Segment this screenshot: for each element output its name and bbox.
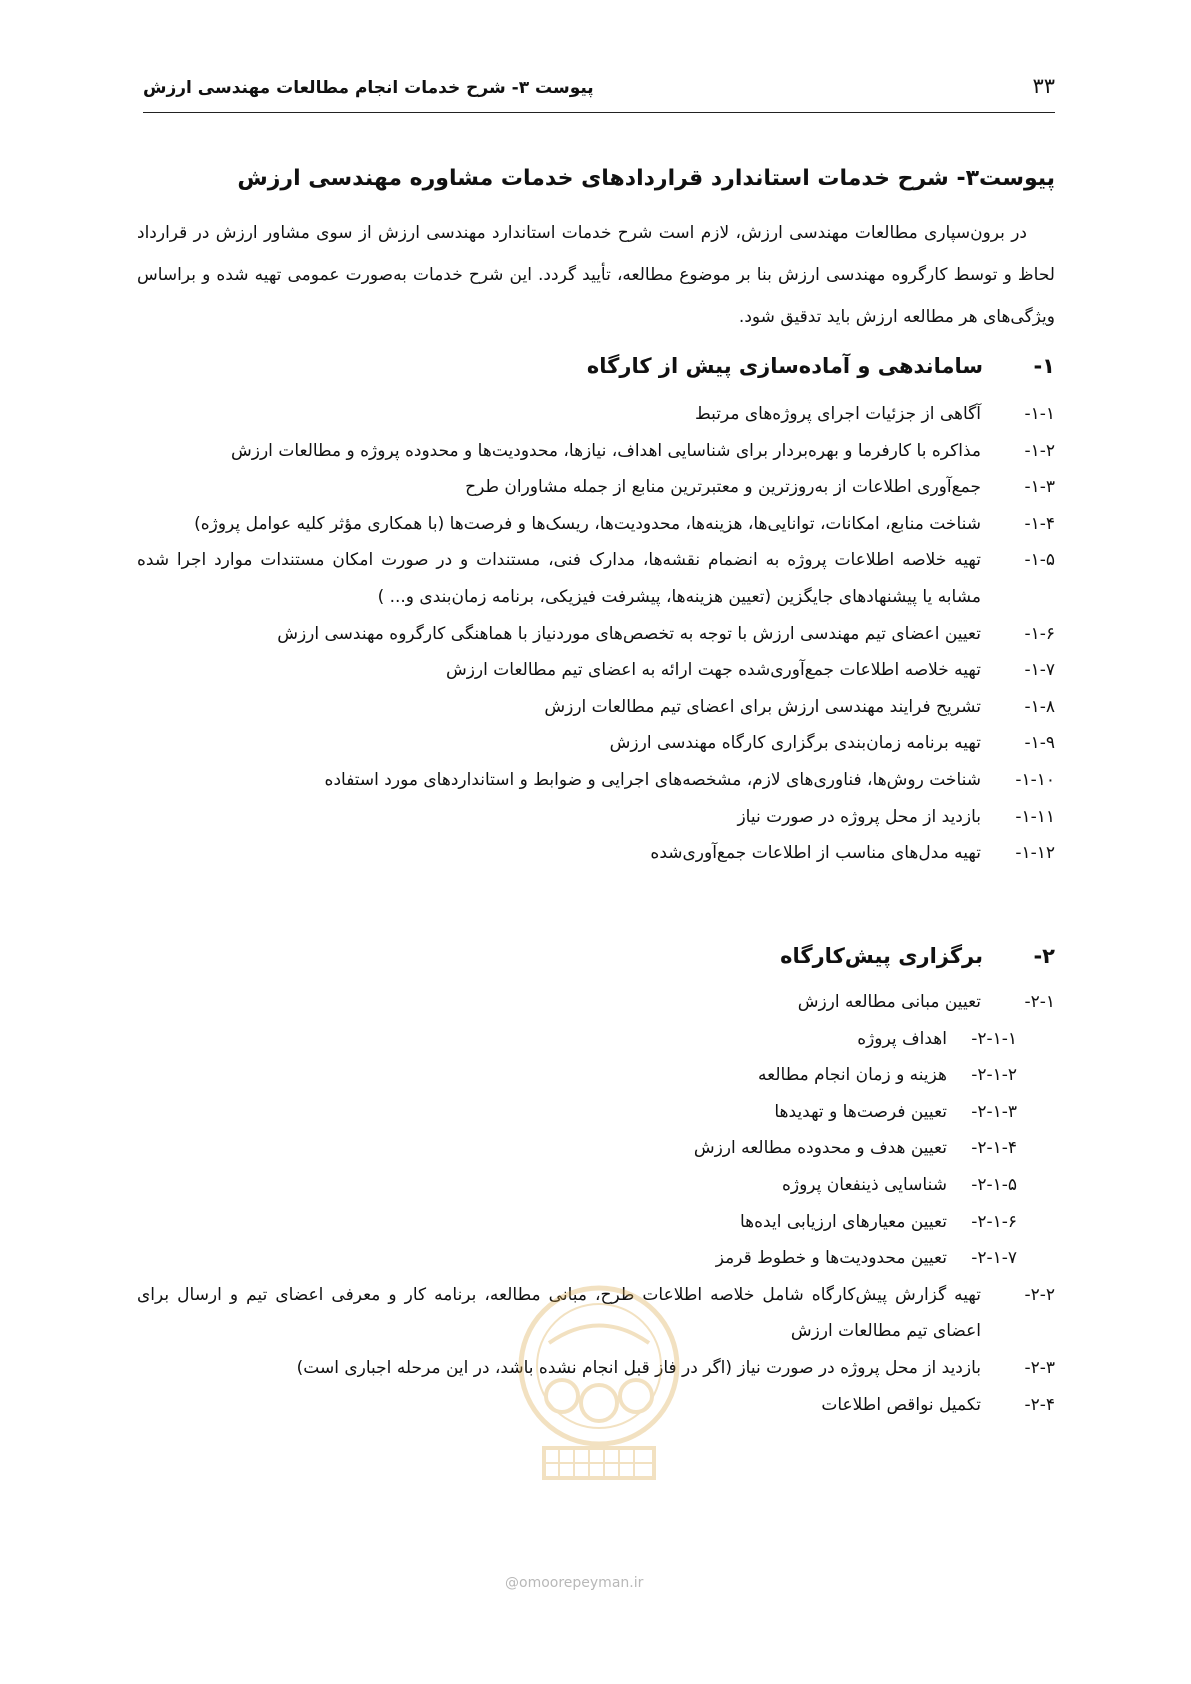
watermark-seal-icon xyxy=(504,1278,694,1488)
item-text: بازدید از محل پروژه در صورت نیاز xyxy=(737,806,981,827)
item-number: ۲-۱-۶- xyxy=(971,1211,1017,1232)
sub-list-item xyxy=(137,1094,1055,1131)
page-number: ۳۳ xyxy=(1032,74,1055,98)
item-text: تعیین معیارهای ارزیابی ایده‌ها xyxy=(739,1211,947,1232)
list-item xyxy=(137,396,1055,433)
intro-text: در برون‌سپاری مطالعات مهندسی ارزش، لازم است شرح خدمات استاندارد مهندسی ارزش از سوی مشاور ارزش در قرارداد لحاظ و توسط کارگروه مهندسی ارزش بنا بر موضوع مطالعه، تأیید گردد. این شرح خدمات به‌صورت عمومی تهیه شده و براساس ویژگی‌های هر مطالعه ارزش باید تدقیق شود. xyxy=(137,223,1055,327)
item-number: ۱-۹- xyxy=(1024,733,1055,754)
item-number: ۲-۱-۱- xyxy=(971,1028,1017,1049)
item-text: تهیه خلاصه اطلاعات جمع‌آوری‌شده جهت ارائه به اعضای تیم مطالعات ارزش xyxy=(445,660,981,681)
item-text: تهیه خلاصه اطلاعات پروژه به انضمام نقشه‌ها، مدارک فنی، مستندات و در صورت امکان مستندات موارد اجرا شده مشابه یا پیشنهادهای جایگزین (تعیین هزینه‌ها، پیشرفت فیزیکی، برنامه زمان‌بندی و... ) xyxy=(137,550,981,607)
item-text: تشریح فرایند مهندسی ارزش برای اعضای تیم مطالعات ارزش xyxy=(544,696,981,717)
page-header xyxy=(143,72,1055,113)
list-item xyxy=(137,469,1055,506)
sub-list-item xyxy=(137,1204,1055,1241)
item-text: تعیین محدودیت‌ها و خطوط قرمز xyxy=(715,1248,947,1269)
item-text: تهیه مدل‌های مناسب از اطلاعات جمع‌آوری‌شده xyxy=(650,843,981,864)
sub-list-item xyxy=(137,1057,1055,1094)
sub-list-item xyxy=(137,1240,1055,1277)
item-number: ۲-۱-۴- xyxy=(971,1138,1017,1159)
list-item xyxy=(137,506,1055,543)
item-number: ۲-۳- xyxy=(1024,1357,1055,1378)
section-1-number: ۱- xyxy=(1033,354,1055,378)
item-text: جمع‌آوری اطلاعات از به‌روزترین و معتبرترین منابع از جمله مشاوران طرح xyxy=(465,477,981,498)
item-number: ۲-۴- xyxy=(1024,1394,1055,1415)
item-number: ۱-۱۰- xyxy=(1015,769,1055,790)
intro-paragraph xyxy=(137,212,1055,338)
list-item xyxy=(137,799,1055,836)
item-text: مذاکره با کارفرما و بهره‌بردار برای شناسایی اهداف، نیازها، محدودیت‌ها و محدوده پروژه و مطالعات ارزش xyxy=(231,440,981,461)
list-item xyxy=(137,433,1055,470)
item-text: آگاهی از جزئیات اجرای پروژه‌های مرتبط xyxy=(694,404,981,424)
section-2-title: برگزاری پیش‌کارگاه xyxy=(780,944,983,968)
list-item xyxy=(137,542,1055,615)
item-number: ۲-۲- xyxy=(1024,1284,1055,1305)
list-item xyxy=(137,835,1055,872)
list-item xyxy=(137,616,1055,653)
item-text: تعیین فرصت‌ها و تهدیدها xyxy=(774,1101,947,1122)
sub-list-item xyxy=(137,1021,1055,1058)
item-text: اهداف پروژه xyxy=(857,1028,947,1049)
watermark-url: @omoorepeyman.ir xyxy=(505,1575,644,1591)
item-number: ۲-۱-۲- xyxy=(971,1065,1017,1086)
item-number: ۲-۱-۵- xyxy=(971,1174,1017,1195)
item-text: بازدید از محل پروژه در صورت نیاز (اگر در فاز قبل انجام نشده باشد، در این مرحله اجباری است) xyxy=(296,1357,981,1378)
section-1-heading xyxy=(137,354,1055,378)
sub-list-item xyxy=(137,1130,1055,1167)
item-text: تعیین مبانی مطالعه ارزش xyxy=(797,992,981,1012)
sub-list-item xyxy=(137,1167,1055,1204)
item-number: ۲-۱-۷- xyxy=(971,1248,1017,1269)
item-text: هزینه و زمان انجام مطالعه xyxy=(758,1065,947,1086)
running-title: پیوست ۳- شرح خدمات انجام مطالعات مهندسی ارزش xyxy=(143,78,594,98)
item-number: ۱-۷- xyxy=(1024,660,1055,681)
item-text: تعیین اعضای تیم مهندسی ارزش با توجه به تخصص‌های موردنیاز با هماهنگی کارگروه مهندسی ارزش xyxy=(277,623,981,644)
item-text: تهیه گزارش پیش‌کارگاه شامل خلاصه اطلاعات طرح، مبانی مطالعه، برنامه کار و معرفی اعضای تیم و ارسال برای اعضای تیم مطالعات ارزش xyxy=(137,1284,981,1342)
item-text: تعیین هدف و محدوده مطالعه ارزش xyxy=(693,1138,947,1159)
list-item xyxy=(137,689,1055,726)
item-number: ۱-۱- xyxy=(1024,404,1055,424)
item-number: ۱-۵- xyxy=(1024,550,1055,571)
item-number: ۱-۲- xyxy=(1024,440,1055,461)
item-number: ۱-۱۲- xyxy=(1015,843,1055,864)
item-number: ۲-۱-۳- xyxy=(971,1101,1017,1122)
appendix-title: پیوست۳- شرح خدمات استاندارد قراردادهای خدمات مشاوره مهندسی ارزش xyxy=(237,166,1055,191)
section-2-heading xyxy=(137,944,1055,968)
section-2-number: ۲- xyxy=(1033,944,1055,968)
item-number: ۲-۱- xyxy=(1024,992,1055,1012)
list-item xyxy=(137,652,1055,689)
section-1-list xyxy=(137,396,1055,872)
item-text: شناخت منابع، امکانات، توانایی‌ها، هزینه‌ها، محدودیت‌ها، ریسک‌ها و فرصت‌ها (با همکاری مؤثر کلیه عوامل پروژه) xyxy=(194,513,981,534)
list-item xyxy=(137,984,1055,1021)
item-number: ۱-۴- xyxy=(1024,513,1055,534)
item-number: ۱-۸- xyxy=(1024,696,1055,717)
item-text: تهیه برنامه زمان‌بندی برگزاری کارگاه مهندسی ارزش xyxy=(609,733,981,754)
list-item xyxy=(137,725,1055,762)
item-text: شناسایی ذینفعان پروژه xyxy=(781,1174,947,1195)
item-text: تکمیل نواقص اطلاعات xyxy=(821,1394,981,1415)
section-1-title: ساماندهی و آماده‌سازی پیش از کارگاه xyxy=(586,354,983,378)
item-number: ۱-۱۱- xyxy=(1015,806,1055,827)
item-number: ۱-۳- xyxy=(1024,477,1055,498)
list-item xyxy=(137,762,1055,799)
item-text: شناخت روش‌ها، فناوری‌های لازم، مشخصه‌های اجرایی و ضوابط و استانداردهای مورد استفاده xyxy=(324,769,981,790)
item-number: ۱-۶- xyxy=(1024,623,1055,644)
